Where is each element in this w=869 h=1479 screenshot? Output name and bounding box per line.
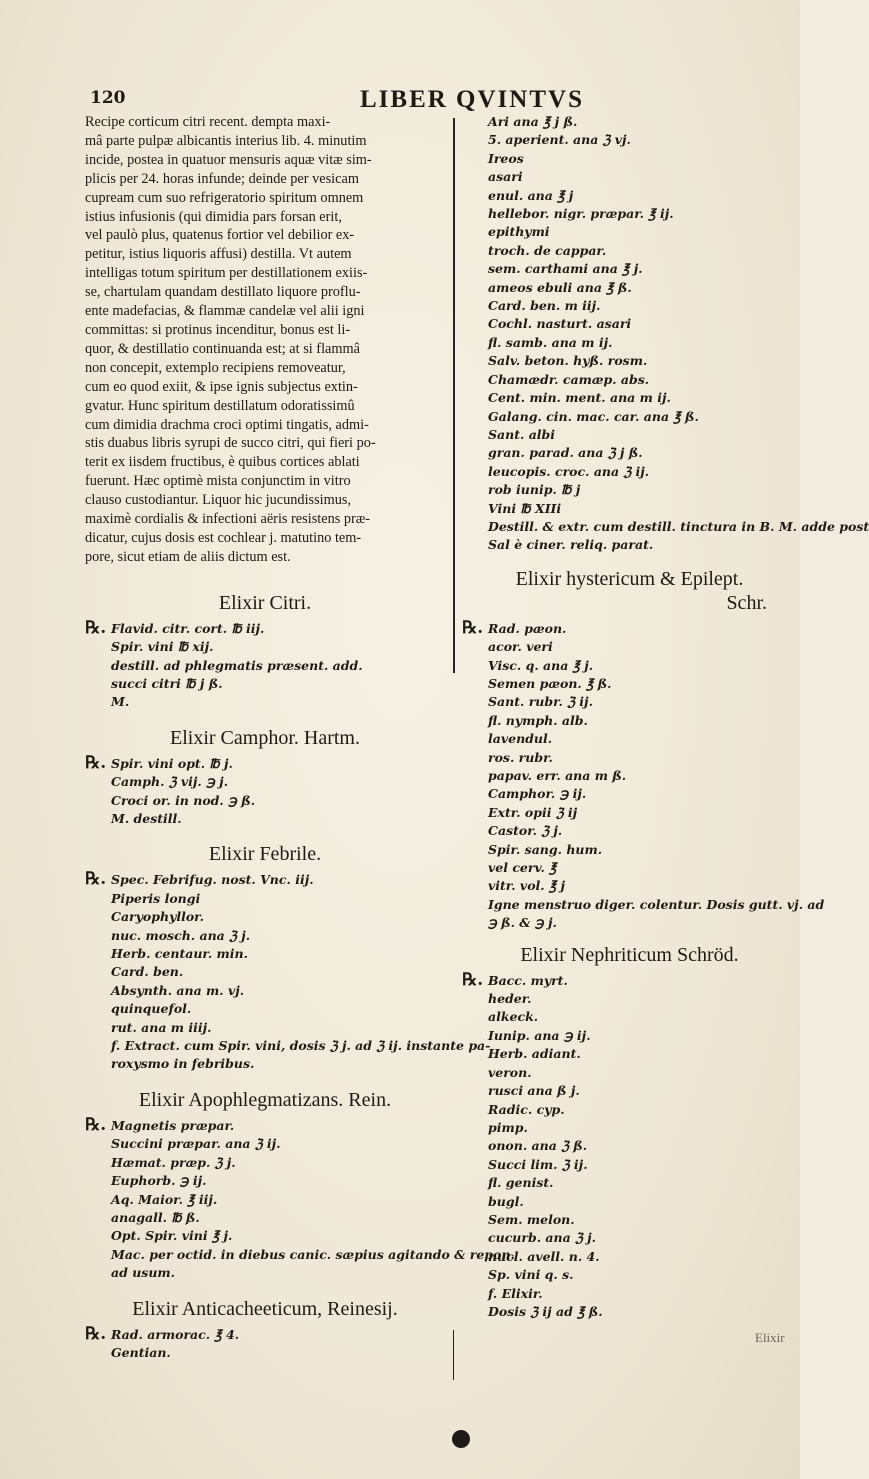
recipe-line xyxy=(85,1172,445,1190)
recipe-line-text: Hæmat. præp. ℨ j. xyxy=(111,1154,236,1170)
recipe-line-text: Caryophyllor. xyxy=(111,909,204,925)
recipe-paragraph xyxy=(85,113,445,567)
recipe-line xyxy=(85,792,445,810)
recipe-line xyxy=(85,773,445,791)
section-heading: Elixir Citri. xyxy=(218,591,312,614)
recipe-line-text: leucopis. croc. ana ℨ ij. xyxy=(488,463,650,479)
recipe-line-text: sem. carthami ana ℥ j. xyxy=(488,261,643,277)
section-heading: Elixir Apophlegmatizans. Rein. xyxy=(138,1088,392,1111)
recipe-line xyxy=(85,1264,445,1282)
text-line: se, chartulam quandam destillato liquore proflu- xyxy=(85,284,361,301)
recipe-line-text: Mac. per octid. in diebus canic. sæpius agitando & repon. xyxy=(111,1246,515,1262)
ingredient-list xyxy=(85,619,445,712)
recipe-symbol: ℞. xyxy=(462,969,484,990)
recipe-line-text: Magnetis præpar. xyxy=(111,1117,235,1133)
column-divider xyxy=(453,118,455,673)
recipe-symbol: ℞. xyxy=(85,752,107,773)
recipe-symbol: ℞. xyxy=(85,1323,107,1344)
recipe-line xyxy=(462,841,797,859)
recipe-line xyxy=(462,352,797,370)
recipe-line-text: Spir. sang. hum. xyxy=(488,841,603,857)
recipe-line xyxy=(85,810,445,828)
recipe-line-text: rut. ana m iiij. xyxy=(111,1019,212,1035)
recipe-line-text: asari xyxy=(488,169,523,185)
recipe-continuation xyxy=(462,113,869,555)
recipe-line-text: ros. rubr. xyxy=(488,749,553,765)
recipe-line-text: enul. ana ℥ j xyxy=(488,187,574,203)
recipe-line-text: Igne menstruo diger. colentur. Dosis gutt. vj. ad xyxy=(488,896,825,912)
recipe-line-text: 5. aperient. ana ℨ vj. xyxy=(488,132,631,148)
recipe-line xyxy=(462,638,797,656)
text-line: intelligas totum spiritum per destillationem exiis- xyxy=(85,265,368,282)
recipe-line xyxy=(462,1008,797,1026)
recipe-line xyxy=(462,1193,797,1211)
recipe-line xyxy=(462,223,797,241)
recipe-line-text: nuc. mosch. ana ℨ j. xyxy=(111,927,251,943)
recipe-line xyxy=(462,619,797,638)
section-heading: Elixir Camphor. Hartm. xyxy=(170,726,360,749)
recipe-line xyxy=(85,963,445,981)
recipe-line-text: cucurb. ana ℨ j. xyxy=(488,1230,596,1246)
recipe-line-text: Galang. cin. mac. car. ana ℥ ß. xyxy=(488,408,699,424)
recipe-line-text: Ari ana ℥ j ß. xyxy=(488,114,578,129)
recipe-line-text: Rad. armorac. ℥ 4. xyxy=(111,1326,240,1342)
recipe-line xyxy=(462,444,797,462)
recipe-line xyxy=(462,500,797,518)
recipe-line-text: fl. samb. ana m ij. xyxy=(488,334,613,350)
recipe-line-text: Sem. melon. xyxy=(488,1211,575,1227)
section-heading: Elixir hystericum & Epilept. xyxy=(515,567,744,590)
right-column xyxy=(462,113,869,1321)
recipe-line xyxy=(462,1156,797,1174)
recipe-line-text: alkeck. xyxy=(488,1009,539,1025)
recipe-line xyxy=(85,890,445,908)
ingredient-list xyxy=(462,617,825,933)
recipe-line xyxy=(462,712,797,730)
recipe-line-text: rob iunip. ℔ j xyxy=(488,482,581,498)
recipe-line-text: Semen pæon. ℥ ß. xyxy=(488,675,612,691)
recipe-line xyxy=(85,1344,445,1362)
recipe-line-text: ℈ ß. & ℈ j. xyxy=(488,915,557,931)
recipe-line xyxy=(462,1174,797,1192)
ingredient-list xyxy=(462,971,797,1322)
recipe-line-text: Spec. Febrifug. nost. Vnc. iij. xyxy=(111,872,314,888)
recipe-line-text: Chamædr. camæp. abs. xyxy=(488,371,650,387)
recipe-line-text: quinquefol. xyxy=(111,1001,192,1017)
right-sections xyxy=(462,567,825,1322)
recipe-line-text: vel cerv. ℥ xyxy=(488,860,557,876)
recipe-line xyxy=(462,297,797,315)
text-line: mâ parte pulpæ albicantis interius lib. 4. minutim xyxy=(85,132,367,149)
recipe-line-text: destill. ad phlegmatis præsent. add. xyxy=(111,657,363,673)
text-line: ente madefacias, & flammæ candelæ vel alii igni xyxy=(85,303,365,320)
recipe-line-text: papav. err. ana m ß. xyxy=(488,768,627,783)
recipe-line-text: Card. ben. xyxy=(111,964,184,980)
recipe-line-text: Salv. beton. hyß. rosm. xyxy=(488,353,648,369)
recipe-line xyxy=(462,1229,797,1247)
recipe-line xyxy=(85,982,445,1000)
text-line: non concepit, extemplo recipiens removeatur, xyxy=(85,359,346,376)
recipe-line-text: Succini præpar. ana ℨ ij. xyxy=(111,1136,281,1152)
ingredient-list xyxy=(85,754,445,829)
text-line: plicis per 24. horas infunde; deinde per vesicam xyxy=(85,170,359,187)
recipe-line-text: rusci ana ß j. xyxy=(488,1083,580,1099)
recipe-line-text: heder. xyxy=(488,991,532,1007)
recipe-line-text: Castor. ℨ j. xyxy=(488,823,563,839)
recipe-line-text: M. destill. xyxy=(111,811,182,826)
recipe-line xyxy=(462,426,797,444)
recipe-line xyxy=(462,822,797,840)
text-line: gvatur. Hunc spiritum destillatum odoratissimû xyxy=(85,397,355,414)
recipe-line xyxy=(85,638,445,656)
recipe-line-text: troch. de cappar. xyxy=(488,242,607,258)
recipe-line-text: Euphorb. ℈ ij. xyxy=(111,1173,207,1189)
recipe-line xyxy=(85,754,445,773)
recipe-line-text: lavendul. xyxy=(488,731,553,747)
recipe-line xyxy=(462,205,797,223)
recipe-line-text: fl. genist. xyxy=(488,1175,554,1191)
recipe-line-text: Card. ben. m iij. xyxy=(488,298,601,314)
recipe-line xyxy=(462,168,797,186)
recipe-line xyxy=(462,1119,797,1137)
ingredient-list xyxy=(85,1325,445,1363)
section-subheading: Schr. xyxy=(726,591,767,614)
recipe-line xyxy=(85,945,445,963)
recipe-line-text: gran. parad. ana ℨ j ß. xyxy=(488,445,643,461)
running-head xyxy=(90,86,650,114)
recipe-line xyxy=(85,1135,445,1153)
recipe-line xyxy=(462,1045,797,1063)
recipe-line xyxy=(85,1191,445,1209)
recipe-line xyxy=(462,730,797,748)
text-line: istius infusionis (qui dimidia pars forsan erit, xyxy=(85,208,342,225)
recipe-line xyxy=(85,693,445,711)
recipe-line xyxy=(462,675,797,693)
recipe-line-text: Flavid. citr. cort. ℔ iij. xyxy=(111,620,265,636)
recipe-line xyxy=(462,785,797,803)
recipe-line-text: vitr. vol. ℥ j xyxy=(488,878,566,894)
recipe-line xyxy=(462,371,797,389)
recipe-line xyxy=(462,389,797,407)
recipe-line xyxy=(462,896,825,914)
recipe-line xyxy=(462,990,797,1008)
recipe-line xyxy=(462,315,797,333)
recipe-line-text: Radic. cyp. xyxy=(488,1101,565,1117)
recipe-line xyxy=(85,619,445,638)
recipe-line-text: ad usum. xyxy=(111,1265,175,1281)
recipe-line-text: Opt. Spir. vini ℥ j. xyxy=(111,1228,233,1244)
recipe-line xyxy=(462,877,797,895)
recipe-line xyxy=(85,1209,445,1227)
recipe-line-text: Sant. albi xyxy=(488,426,556,442)
recipe-line xyxy=(462,463,797,481)
recipe-line xyxy=(462,1266,797,1284)
recipe-line-text: Ireos xyxy=(488,150,524,166)
recipe-line xyxy=(462,1137,797,1155)
section-heading: Elixir Nephriticum Schröd. xyxy=(520,943,739,966)
recipe-line xyxy=(462,859,797,877)
recipe-line-text: onon. ana ℨ ß. xyxy=(488,1138,588,1154)
formula-section xyxy=(462,567,825,933)
recipe-line xyxy=(462,1101,797,1119)
recipe-line xyxy=(85,1154,445,1172)
recipe-line-text: nucl. avell. n. 4. xyxy=(488,1248,600,1264)
recipe-line-text: anagall. ℔ ß. xyxy=(111,1209,200,1225)
text-line: clauso custodiantur. Liquor hic jucundissimus, xyxy=(85,492,352,509)
recipe-line-text: ameos ebuli ana ℥ ß. xyxy=(488,279,632,295)
recipe-line xyxy=(462,1211,797,1229)
recipe-line-text: Succi lim. ℨ ij. xyxy=(488,1156,588,1172)
recipe-line xyxy=(85,1037,491,1055)
recipe-line-text: Camphor. ℈ ij. xyxy=(488,786,587,802)
text-line: Recipe corticum citri recent. dempta maxi- xyxy=(85,114,331,130)
recipe-line xyxy=(462,1064,797,1082)
recipe-line xyxy=(462,1303,797,1321)
recipe-line xyxy=(462,749,797,767)
recipe-line xyxy=(85,1000,445,1018)
recipe-line xyxy=(462,1248,797,1266)
recipe-line xyxy=(462,131,797,149)
formula-section xyxy=(85,591,445,712)
recipe-line-text: Herb. centaur. min. xyxy=(111,946,248,962)
recipe-line xyxy=(462,1082,797,1100)
recipe-line-text: pimp. xyxy=(488,1119,528,1135)
recipe-line-text: Herb. adiant. xyxy=(488,1046,581,1062)
recipe-line xyxy=(462,242,797,260)
text-line: cum dimidia drachma croci optimi tingatis, admi- xyxy=(85,416,369,433)
recipe-line xyxy=(462,187,797,205)
text-line: stis duabus libris syrupi de succo citri, qui fieri po- xyxy=(85,435,376,452)
formula-section xyxy=(85,1297,445,1363)
recipe-line-text: roxysmo in febribus. xyxy=(111,1056,255,1072)
formula-section xyxy=(85,726,445,829)
recipe-line-text: fl. nymph. alb. xyxy=(488,712,588,728)
recipe-line-text: Visc. q. ana ℥ j. xyxy=(488,657,594,673)
ingredient-list xyxy=(85,869,491,1073)
recipe-line-text: acor. veri xyxy=(488,639,553,655)
recipe-line xyxy=(462,536,797,554)
recipe-symbol: ℞. xyxy=(85,869,107,890)
recipe-line-text: Destill. & extr. cum destill. tinctura in B. M. adde post xyxy=(488,518,869,534)
recipe-line xyxy=(462,1285,797,1303)
recipe-line-text: bugl. xyxy=(488,1193,524,1209)
text-line: maximè cordialis & infectioni aëris resistens præ- xyxy=(85,511,371,528)
recipe-line xyxy=(462,657,797,675)
recipe-line xyxy=(85,1116,445,1135)
column-divider-lower xyxy=(453,1330,454,1380)
recipe-line-text: Vini ℔ XIIi xyxy=(488,500,562,516)
recipe-line-text: Piperis longi xyxy=(111,890,201,906)
recipe-symbol: ℞. xyxy=(85,1114,107,1135)
recipe-line-text: Sal è ciner. reliq. parat. xyxy=(488,537,654,553)
recipe-line-text: Camph. ℨ vij. ℈ j. xyxy=(111,774,229,790)
recipe-line xyxy=(85,657,445,675)
recipe-line-text: Dosis ℨ ij ad ℥ ß. xyxy=(488,1303,603,1319)
section-heading: Elixir Febrile. xyxy=(208,843,322,866)
recipe-line xyxy=(85,675,445,693)
recipe-line-text: Spir. vini opt. ℔ j. xyxy=(111,755,233,771)
recipe-line xyxy=(462,693,797,711)
text-line: cum eo quod exiit, & ipse ignis subjectus extin- xyxy=(85,378,358,395)
catchword: Elixir xyxy=(755,1330,785,1345)
recipe-line-text: Extr. opii ℨ ij xyxy=(488,804,578,820)
recipe-line xyxy=(85,1227,445,1245)
recipe-line-text: Absynth. ana m. vj. xyxy=(111,982,245,998)
recipe-line xyxy=(462,971,797,990)
text-line: terit ex iisdem fructibus, è quibus cortices ablati xyxy=(85,454,360,471)
recipe-line xyxy=(462,518,869,536)
recipe-line-text: Aq. Maior. ℥ iij. xyxy=(111,1191,218,1207)
recipe-line-text: Sp. vini q. s. xyxy=(488,1267,574,1283)
recipe-line xyxy=(85,1325,445,1344)
text-line: petitur, istius liquoris affusi) destilla. Vt autem xyxy=(85,246,352,263)
recipe-line xyxy=(462,408,797,426)
recipe-symbol: ℞. xyxy=(85,617,107,638)
text-line: pore, sicut etiam de aliis dictum est. xyxy=(85,548,291,565)
recipe-line-text: M. xyxy=(111,694,130,710)
recipe-line xyxy=(462,150,797,168)
recipe-line xyxy=(462,113,797,131)
recipe-line-text: Cochl. nasturt. asari xyxy=(488,316,632,332)
recipe-line xyxy=(462,804,797,822)
recipe-line-text: veron. xyxy=(488,1064,532,1080)
text-line: cupream cum suo refrigeratorio spiritum omnem xyxy=(85,189,364,206)
text-line: committas: si protinus incenditur, bonus est li- xyxy=(85,321,351,338)
recipe-line-text: Iunip. ana ℈ ij. xyxy=(488,1027,591,1043)
recipe-line xyxy=(462,914,797,932)
recipe-line-text: f. Extract. cum Spir. vini, dosis ℨ j. ad ℨ ij. instante pa- xyxy=(111,1038,491,1054)
recipe-line xyxy=(462,260,797,278)
formula-section xyxy=(85,842,491,1073)
recipe-line-text: succi citri ℔ j ß. xyxy=(111,675,223,691)
recipe-line-text: Spir. vini ℔ xij. xyxy=(111,639,214,655)
recipe-line-text: Rad. pæon. xyxy=(488,620,567,636)
recipe-symbol: ℞. xyxy=(462,617,484,638)
text-line: vel paulò plus, quatenus fortior vel debilior ex- xyxy=(85,227,355,244)
recipe-line-text: Bacc. myrt. xyxy=(488,972,568,988)
recipe-line-text: f. Elixir. xyxy=(488,1285,543,1301)
recipe-line-text: Gentian. xyxy=(111,1344,171,1360)
recipe-line-text: Croci or. in nod. ℈ ß. xyxy=(111,792,256,808)
recipe-line xyxy=(85,927,445,945)
recipe-line xyxy=(85,1055,445,1073)
formula-section xyxy=(462,943,797,1322)
recipe-line xyxy=(85,870,445,889)
page-title: LIBER QVINTVS xyxy=(360,86,584,113)
recipe-line xyxy=(85,908,445,926)
recipe-line-text: hellebor. nigr. præpar. ℥ ij. xyxy=(488,206,674,222)
recipe-line xyxy=(462,279,797,297)
recipe-line-text: epithymi xyxy=(488,224,550,240)
recipe-line-text: Cent. min. ment. ana m ij. xyxy=(488,390,671,406)
ornament-dot xyxy=(452,1430,470,1448)
recipe-line xyxy=(462,1027,797,1045)
recipe-line xyxy=(85,1019,445,1037)
text-line: fuerunt. Hæc optimè mista conjunctim in vitro xyxy=(85,473,351,490)
recipe-line xyxy=(85,1246,515,1264)
text-line: dicatur, cujus dosis est cochlear j. matutino tem- xyxy=(85,529,362,546)
recipe-line xyxy=(462,334,797,352)
recipe-line xyxy=(462,767,797,785)
section-heading: Elixir Anticacheeticum, Reinesij. xyxy=(132,1297,398,1320)
text-line: quor, & destillatio continuanda est; at si flammâ xyxy=(85,340,360,357)
recipe-line-text: Sant. rubr. ℨ ij. xyxy=(488,694,593,710)
text-line: incide, postea in quatuor mensuris aquæ vitæ sim- xyxy=(85,151,372,168)
page-number: 120 xyxy=(90,88,126,108)
recipe-line xyxy=(462,481,797,499)
